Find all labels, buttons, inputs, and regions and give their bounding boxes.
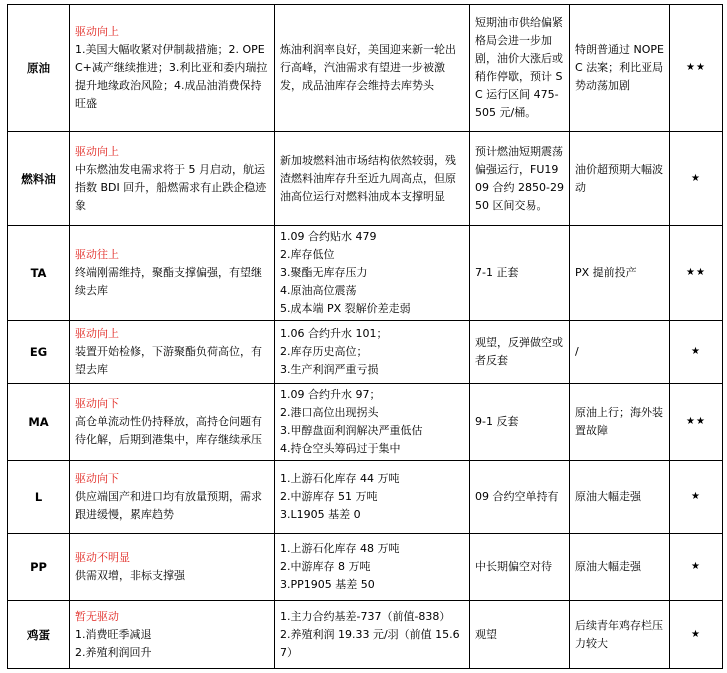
table-row [8, 461, 723, 534]
driver-text: 1.美国大幅收紧对伊制裁措施；2. OPEC+减产继续推进；3.利比亚和委内瑞拉提升地缘政治风险；4.成品油消费保持旺盛 [75, 43, 268, 110]
fundamentals-item: 1.主力合约基差-737（前值-838） [280, 609, 451, 623]
table-row [8, 132, 723, 226]
driver-direction: 驱动不明显 [75, 551, 130, 564]
commodity-name: TA [8, 226, 70, 321]
fundamentals-item: 3.聚酯无库存压力 [280, 266, 368, 279]
risk-cell: 油价超预期大幅波动 [570, 132, 670, 226]
commodity-name: PP [8, 534, 70, 601]
driver-cell [70, 226, 275, 321]
commodity-strategy-table [7, 4, 723, 669]
commodity-name: EG [8, 321, 70, 384]
risk-cell: 后续青年鸡存栏压力较大 [570, 601, 670, 669]
table-row [8, 601, 723, 669]
fundamentals-item: 1.上游石化库存 48 万吨 [280, 542, 400, 555]
driver-text: 供应端国产和进口均有放量预期，需求跟进缓慢，累库趋势 [75, 490, 262, 521]
table-row [8, 321, 723, 384]
driver-direction: 驱动往上 [75, 248, 119, 261]
driver-cell [70, 321, 275, 384]
driver-cell [70, 461, 275, 534]
rating-stars: ★★ [670, 384, 723, 461]
fundamentals-item: 2.养殖利润 19.33 元/羽（前值 15.67） [280, 627, 460, 659]
risk-cell: 原油上行；海外装置故障 [570, 384, 670, 461]
driver-direction: 驱动向上 [75, 25, 119, 38]
strategy-cell: 短期油市供给偏紧格局会进一步加剧，油价大涨后或稍作停歇，预计 SC 运行区间 475-505 元/桶。 [470, 5, 570, 132]
driver-direction: 驱动向下 [75, 472, 119, 485]
fundamentals-item: 4.原油高位震荡 [280, 284, 357, 297]
rating-stars: ★ [670, 534, 723, 601]
risk-cell: 原油大幅走强 [570, 461, 670, 534]
driver-direction: 驱动向上 [75, 327, 119, 340]
table-row [8, 226, 723, 321]
strategy-cell: 9-1 反套 [470, 384, 570, 461]
driver-cell [70, 601, 275, 669]
fundamentals-item: 1.上游石化库存 44 万吨 [280, 472, 400, 485]
fundamentals-cell [275, 5, 470, 132]
commodity-name: 原油 [8, 5, 70, 132]
driver-cell [70, 132, 275, 226]
fundamentals-cell [275, 226, 470, 321]
fundamentals-cell [275, 384, 470, 461]
driver-direction: 驱动向上 [75, 144, 119, 158]
fundamentals-item: 1.09 合约升水 97； [280, 388, 381, 401]
fundamentals-item: 3.生产利润严重亏损 [280, 363, 379, 376]
driver-text: 中东燃油发电需求将于 5 月启动，航运指数 BDI 回升，船燃需求有止跌企稳迹象 [75, 162, 267, 212]
fundamentals-item: 新加坡燃料油市场结构依然较弱，残渣燃料油库存升至近九周高点，但原油高位运行对燃料油成本支撑明显 [280, 153, 456, 203]
strategy-cell: 09 合约空单持有 [470, 461, 570, 534]
driver-direction: 驱动向下 [75, 397, 119, 410]
table-row [8, 5, 723, 132]
fundamentals-item: 2.中游库存 51 万吨 [280, 490, 378, 503]
fundamentals-item: 1.06 合约升水 101； [280, 327, 388, 340]
commodity-name: 鸡蛋 [8, 601, 70, 669]
rating-stars: ★ [670, 132, 723, 226]
fundamentals-item: 3.甲醇盘面利润解决严重低估 [280, 424, 423, 437]
driver-text: 高仓单流动性仍持释放，高持仓问题有待化解，后期到港集中，库存继续承压 [75, 415, 262, 446]
commodity-name: 燃料油 [8, 132, 70, 226]
rating-stars: ★★ [670, 226, 723, 321]
driver-text: 终端刚需维持，聚酯支撑偏强，有望继续去库 [75, 266, 262, 297]
fundamentals-item: 5.成本端 PX 裂解价差走弱 [280, 302, 411, 315]
rating-stars: ★★ [670, 5, 723, 132]
strategy-cell: 7-1 正套 [470, 226, 570, 321]
strategy-cell: 预计燃油短期震荡偏强运行，FU1909 合约 2850-2950 区间交易。 [470, 132, 570, 226]
fundamentals-cell [275, 534, 470, 601]
driver-cell [70, 534, 275, 601]
fundamentals-item: 4.持仓空头筹码过于集中 [280, 442, 401, 455]
driver-text: 供需双增，非标支撑强 [75, 569, 185, 582]
driver-text: 装置开始检修，下游聚酯负荷高位，有望去库 [75, 345, 262, 376]
risk-cell: PX 提前投产 [570, 226, 670, 321]
driver-text: 1.消费旺季减退 2.养殖利润回升 [75, 627, 152, 659]
rating-stars: ★ [670, 321, 723, 384]
driver-cell [70, 5, 275, 132]
fundamentals-item: 2.库存历史高位； [280, 345, 368, 358]
risk-cell: / [570, 321, 670, 384]
fundamentals-item: 2.库存低位 [280, 248, 335, 261]
fundamentals-item: 2.港口高位出现拐头 [280, 406, 379, 419]
commodity-name: L [8, 461, 70, 534]
fundamentals-item: 3.PP1905 基差 50 [280, 578, 375, 591]
fundamentals-item: 炼油利润率良好，美国迎来新一轮出行高峰，汽油需求有望进一步被激发，成品油库存会维持去库势头 [280, 43, 456, 92]
risk-cell: 特朗普通过 NOPEC 法案；利比亚局势动荡加剧 [570, 5, 670, 132]
rating-stars: ★ [670, 461, 723, 534]
fundamentals-item: 1.09 合约贴水 479 [280, 230, 377, 243]
fundamentals-cell [275, 601, 470, 669]
table-row [8, 384, 723, 461]
driver-cell [70, 384, 275, 461]
fundamentals-cell [275, 132, 470, 226]
rating-stars: ★ [670, 601, 723, 669]
fundamentals-item: 2.中游库存 8 万吨 [280, 560, 371, 573]
table-row [8, 534, 723, 601]
driver-direction: 暂无驱动 [75, 609, 119, 623]
strategy-cell: 观望 [470, 601, 570, 669]
fundamentals-item: 3.L1905 基差 0 [280, 508, 361, 521]
fundamentals-cell [275, 321, 470, 384]
strategy-cell: 中长期偏空对待 [470, 534, 570, 601]
strategy-cell: 观望，反弹做空或者反套 [470, 321, 570, 384]
commodity-name: MA [8, 384, 70, 461]
risk-cell: 原油大幅走强 [570, 534, 670, 601]
fundamentals-cell [275, 461, 470, 534]
